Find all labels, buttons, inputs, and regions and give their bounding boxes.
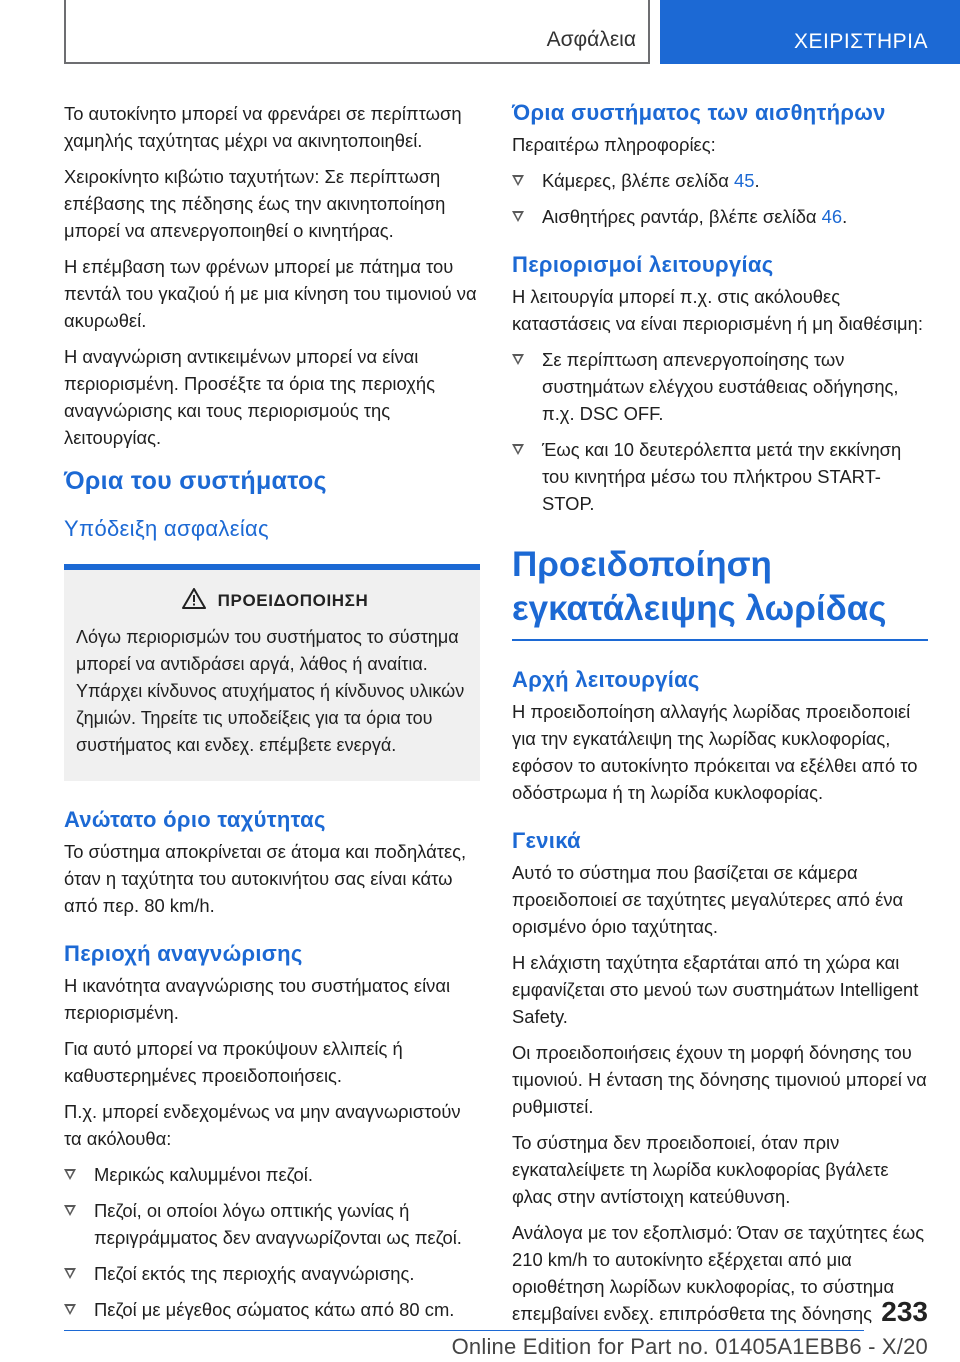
triangle-bullet-icon xyxy=(64,1304,76,1315)
list-item-text: Έως και 10 δευτερόλεπτα μετά την εκκίνηση του κινητήρα μέσω του πλήκτρου START-STOP. xyxy=(542,439,902,514)
page-number: 233 xyxy=(881,1296,928,1327)
paragraph: Η ικανότητα αναγνώρισης του συστήματος είναι περιορισμένη. xyxy=(64,975,451,1023)
triangle-bullet-icon xyxy=(64,1169,76,1180)
list-item-text: Αισθητήρες ραντάρ, βλέπε σελίδα xyxy=(542,206,822,227)
triangle-bullet-icon xyxy=(512,175,524,186)
warning-box xyxy=(64,564,480,781)
heading-system-limits: Όρια του συστήματος xyxy=(64,467,327,495)
footer-divider xyxy=(64,1330,864,1331)
left-column xyxy=(64,100,480,1333)
paragraph: Ανάλογα με τον εξοπλισμό: Όταν σε ταχύτητες έως 210 km/h το αυτοκίνητο εξέρχεται από μια οριοθέτηση λωρίδων κυκλοφορίας, το σύστημα επεμβαίνει ενδεχ. επιπρόσθετα της δόνησης xyxy=(512,1222,925,1324)
heading-max-speed: Ανώτατο όριο ταχύτητας xyxy=(64,807,326,832)
heading-restrictions: Περιορισμοί λειτουργίας xyxy=(512,252,774,277)
paragraph: Η προειδοποίηση αλλαγής λωρίδας προειδοποιεί για την εγκατάλειψη της λωρίδας κυκλοφορίας, εφόσον το αυτοκίνητο πρόκειται να εξέλθει από το οδόστρωμα ή τη λωρίδα κυκλοφορίας. xyxy=(512,701,918,803)
chapter-tab[interactable] xyxy=(660,0,960,64)
paragraph: Η ελάχιστη ταχύτητα εξαρτάται από τη χώρα και εμφανίζεται στο μενού των συστημάτων Intelligent Safety. xyxy=(512,952,919,1027)
triangle-bullet-icon xyxy=(512,354,524,365)
list-item xyxy=(512,436,928,517)
list-item-text: Πεζοί, οι οποίοι λόγω οπτικής γωνίας ή περιγράμματος δεν αναγνωρίζονται ως πεζοί. xyxy=(94,1200,462,1248)
paragraph: Αυτό το σύστημα που βασίζεται σε κάμερα προειδοποιεί σε ταχύτητες μεγαλύτερες από ένα ορισμένο όριο ταχύτητας. xyxy=(512,862,904,937)
list-item xyxy=(64,1296,480,1323)
paragraph: Το αυτοκίνητο μπορεί να φρενάρει σε περίπτωση χαμηλής ταχύτητας μέχρι να ακινητοποιηθεί. xyxy=(64,103,462,151)
list-item xyxy=(512,346,928,427)
warning-header xyxy=(82,588,468,614)
restrictions-list xyxy=(512,346,928,517)
paragraph: Οι προειδοποιήσεις έχουν τη μορφή δόνησης του τιμονιού. Η ένταση της δόνησης τιμονιού μπορεί να ρυθμιστεί. xyxy=(512,1042,927,1117)
list-item xyxy=(512,167,928,194)
page-link-46[interactable]: 46 xyxy=(821,206,843,227)
triangle-bullet-icon xyxy=(64,1205,76,1216)
list-item-end: . xyxy=(754,170,760,191)
paragraph: Η λειτουργία μπορεί π.χ. στις ακόλουθες καταστάσεις να είναι περιορισμένη ή μη διαθέσιμη: xyxy=(512,286,923,334)
warning-triangle-icon xyxy=(182,588,206,614)
paragraph: Η επέμβαση των φρένων μπορεί με πάτημα του πεντάλ του γκαζιού ή με μια κίνηση του τιμονιού να ακυρωθεί. xyxy=(64,256,477,331)
list-item-text: Πεζοί με μέγεθος σώματος κάτω από 80 cm. xyxy=(94,1299,455,1320)
list-item xyxy=(512,203,928,230)
page-link-45[interactable]: 45 xyxy=(734,170,755,191)
list-item xyxy=(64,1161,480,1188)
paragraph: Η αναγνώριση αντικειμένων μπορεί να είναι περιορισμένη. Προσέξτε τα όρια της περιοχής αναγνώρισης και τους περιορισμούς της λειτουργίας. xyxy=(64,346,435,448)
edition-footer: Online Edition for Part no. 01405A1EBB6 - X/20 xyxy=(451,1334,928,1359)
heading-general: Γενικά xyxy=(512,828,581,853)
paragraph: Χειροκίνητο κιβώτιο ταχυτήτων: Σε περίπτωση επέβασης της πέδησης έως την ακινητοποίηση μπορεί να απενεργοποιηθεί ο κινητήρας. xyxy=(64,166,446,241)
list-item-text: Κάμερες, βλέπε σελίδα xyxy=(542,170,734,191)
heading-lane-departure-warning: Προειδοποίηση εγκατάλειψης λωρίδας xyxy=(512,543,928,641)
triangle-bullet-icon xyxy=(512,211,524,222)
warning-title: ΠΡΟΕΙΔΟΠΟΙΗΣΗ xyxy=(217,591,369,610)
chapter-label: ΧΕΙΡΙΣΤΗΡΙΑ xyxy=(793,30,928,53)
list-item-text: Μερικώς καλυμμένοι πεζοί. xyxy=(94,1164,313,1185)
triangle-bullet-icon xyxy=(64,1268,76,1279)
paragraph: Περαιτέρω πληροφορίες: xyxy=(512,134,716,155)
paragraph: Το σύστημα δεν προειδοποιεί, όταν πριν εγκαταλείψετε τη λωρίδα κυκλοφορίας βγάλετε φλας στην αντίστοιχη κατεύθυνση. xyxy=(512,1132,889,1207)
heading-principle: Αρχή λειτουργίας xyxy=(512,667,700,692)
heading-safety-note: Υπόδειξη ασφαλείας xyxy=(64,516,269,541)
list-item-text: Πεζοί εκτός της περιοχής αναγνώρισης. xyxy=(94,1263,415,1284)
list-item-end: . xyxy=(842,206,848,227)
list-item xyxy=(64,1260,480,1287)
right-column xyxy=(512,100,928,1336)
heading-sensor-limits: Όρια συστήματος των αισθητήρων xyxy=(512,100,886,125)
paragraph: Π.χ. μπορεί ενδεχομένως να μην αναγνωριστούν τα ακόλουθα: xyxy=(64,1101,461,1149)
undetected-list xyxy=(64,1161,480,1323)
warning-text: Λόγω περιορισμών του συστήματος το σύστημα μπορεί να αντιδράσει αργά, λάθος ή αναίτια. Υπάρχει κίνδυνος ατυχήματος ή κίνδυνος υλικών ζημιών. Τηρείτε τις υποδείξεις για τα όρια του συστήματος και ενδεχ. επέμβετε ενεργά. xyxy=(76,627,465,755)
triangle-bullet-icon xyxy=(512,444,524,455)
heading-detection-area: Περιοχή αναγνώρισης xyxy=(64,941,303,966)
list-item xyxy=(64,1197,480,1251)
info-list xyxy=(512,167,928,230)
section-name: Ασφάλεια xyxy=(546,28,636,51)
paragraph: Το σύστημα αποκρίνεται σε άτομα και ποδηλάτες, όταν η ταχύτητα του αυτοκινήτου σας είναι κάτω από περ. 80 km/h. xyxy=(64,841,467,916)
list-item-text: Σε περίπτωση απενεργοποίησης των συστημάτων ελέγχου ευστάθειας οδήγησης, π.χ. DSC OFF. xyxy=(542,349,899,424)
paragraph: Για αυτό μπορεί να προκύψουν ελλιπείς ή καθυστερημένες προειδοποιήσεις. xyxy=(64,1038,403,1086)
